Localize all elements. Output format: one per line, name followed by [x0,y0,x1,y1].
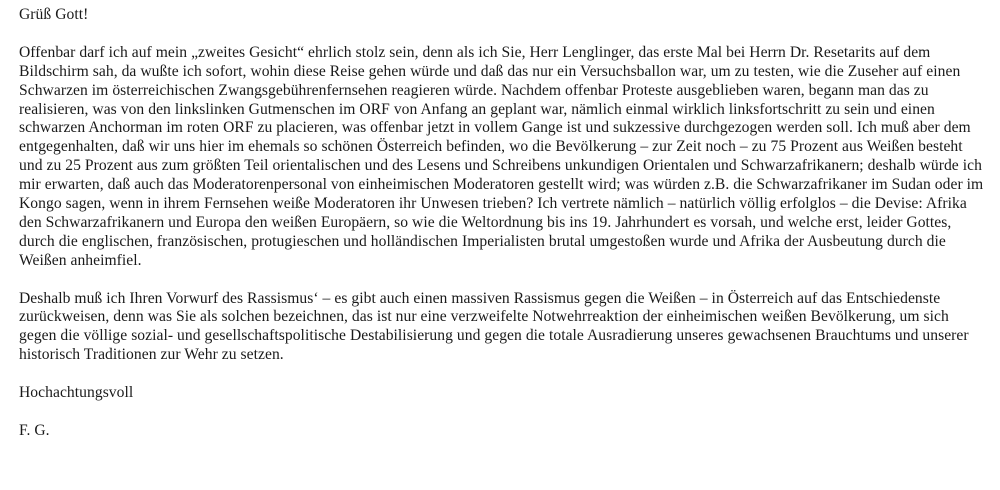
letter-body [19,6,987,441]
signature: F. G. [19,421,50,439]
letter-paragraph-1: Offenbar darf ich auf mein „zweites Gesicht“ ehrlich stolz sein, denn als ich Sie, Herr Lenglinger, das erste Mal bei Herrn Dr. Resetarits auf dem Bildschirm sah, da wußte ich sofort, wohin diese Reise gehen würde und daß das nur ein Versuchsballon war, um zu testen, wie die Zuseher auf einen Schwarzen im österreichischen Zwangsgebührenfernsehen reagieren würde. Nachdem offenbar Proteste ausgeblieben waren, begann man das zu realisieren, was von den linkslinken Gutmenschen im ORF von Anfang an geplant war, nämlich einmal wirklich linksfortschritt zu sein und einen schwarzen Anchorman im roten ORF zu placieren, was offenbar jetzt in vollem Gange ist und sukzessive durchgezogen werden soll. Ich muß aber dem entgegenhalten, daß wir uns hier im ehemals so schönen Österreich befinden, wo die Bevölkerung – zur Zeit noch – zu 75 Prozent aus Weißen besteht und zu 25 Prozent aus zum größten Teil orientalischen und des Lesens und Schreibens unkundigen Orientalen und Schwarzafrikanern; deshalb würde ich mir erwarten, daß auch das Moderatorenpersonal von einheimischen Moderatoren gestellt wird; was würden z.B. die Schwarzafrikaner im Sudan oder im Kongo sagen, wenn in ihrem Fernsehen weiße Moderatoren ihr Unwesen trieben? Ich vertrete nämlich – natürlich völlig erfolglos – die Devise: Afrika den Schwarzafrikanern und Europa den weißen Europäern, so wie die Weltordnung bis ins 19. Jahrhundert es vorsah, und welche erst, leider Gottes, durch die englischen, französischen, protugieschen und holländischen Imperialisten brutal umgestoßen wurde und Afrika der Ausbeutung durch die Weißen anheimfiel. [19,43,984,269]
letter-paragraph-2: Deshalb muß ich Ihren Vorwurf des Rassismus‘ – es gibt auch einen massiven Rassismus gegen die Weißen – in Österreich auf das Entschiedenste zurückweisen, denn was Sie als solchen bezeichnen, das ist nur eine verzweifelte Notwehrreaktion der einheimischen weißen Bevölkerung, um sich gegen die völlige sozial- und gesellschaftspolitische Destabilisierung und gegen die totale Ausradierung unseres gewachsenen Brauchtums und unserer historisch Traditionen zur Wehr zu setzen. [19,289,969,364]
greeting: Grüß Gott! [19,6,89,23]
closing: Hochachtungsvoll [19,384,134,402]
